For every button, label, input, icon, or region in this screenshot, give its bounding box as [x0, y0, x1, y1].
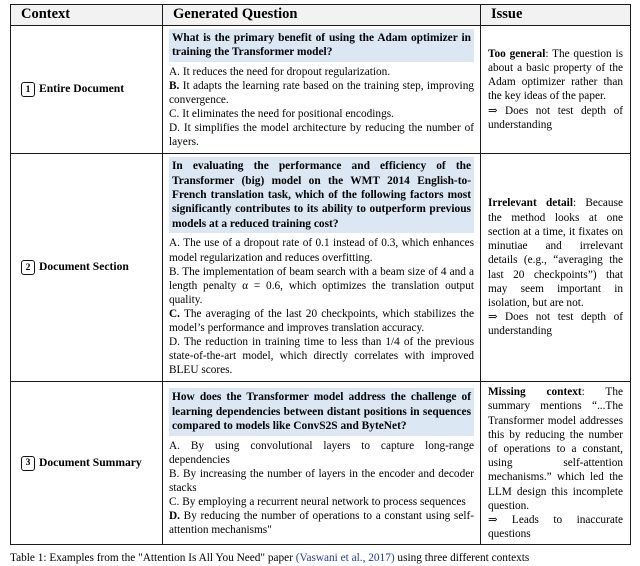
issue-body: Because the method looks at one section at a time, it fixates on minutiae and irrelevant details (e.g., “averaging the last 20 checkpoints”) that may seem important in isolation, but are not. — [488, 197, 623, 309]
column-header-issue: Issue — [481, 5, 631, 26]
caption-prefix: Table 1: Examples from the "Attention Is All You Need" paper — [10, 552, 296, 565]
table-caption — [10, 552, 630, 566]
option-label: B. — [169, 467, 180, 480]
answer-option — [169, 335, 474, 377]
option-text: It adapts the learning rate based on the training step, improving convergence. — [169, 79, 474, 106]
answer-option — [169, 307, 474, 335]
answer-option — [169, 65, 474, 79]
option-label: A. — [169, 237, 180, 250]
issue-title: Too general — [488, 47, 546, 60]
answer-option — [169, 509, 474, 537]
generated-question-cell — [163, 154, 481, 382]
option-text: It reduces the need for dropout regularization. — [182, 65, 391, 78]
option-text: By increasing the number of layers in the encoder and decoder stacks — [169, 467, 474, 494]
option-text: By reducing the number of operations to a constant using self-attention mechanisms" — [169, 510, 474, 537]
issue-body: The summary mentions “...The Transformer model addresses this by reducing the number of operations to a constant, using self-attention mechanisms.” which led the LLM design this incomplete question. — [488, 386, 623, 512]
context-cell — [11, 154, 163, 382]
option-label: A. — [169, 439, 180, 452]
issue-description — [488, 47, 623, 104]
issue-separator: : — [581, 386, 585, 399]
option-text: The use of a dropout rate of 0.1 instead of 0.3, which enhances model regularization and reduces overfitting. — [169, 237, 474, 264]
issue-conclusion: ⇒ Does not test depth of understanding — [488, 104, 623, 131]
row-number-badge: 2 — [21, 260, 35, 275]
issue-title: Irrelevant detail — [488, 197, 573, 210]
issue-description — [488, 196, 623, 310]
issue-body: The question is about a basic property of the Adam optimizer rather than the key ideas of the paper. — [488, 47, 623, 103]
issue-title: Missing context — [488, 386, 582, 399]
table-row — [11, 25, 631, 153]
table-row — [11, 382, 631, 545]
issue-separator: : — [572, 197, 577, 210]
answer-option — [169, 439, 474, 467]
issue-cell — [481, 382, 631, 545]
generated-question-cell — [163, 25, 481, 153]
question-stem: In evaluating the performance and efficiency of the Transformer (big) model on the WMT 2014 English-to-French translation task, which of the following factors most significantly contributes to its ability to outperform previous models at a reduced training cost? — [169, 157, 474, 233]
option-label: A. — [169, 65, 180, 78]
question-stem: What is the primary benefit of using the Adam optimizer in training the Transformer model? — [169, 29, 474, 62]
answer-option — [169, 467, 474, 495]
context-cell — [11, 25, 163, 153]
issue-cell — [481, 154, 631, 382]
answer-option — [169, 107, 474, 121]
answer-options — [169, 65, 474, 149]
issue-description — [488, 385, 623, 513]
option-label: D. — [169, 335, 180, 348]
column-header-context: Context — [11, 5, 163, 26]
question-stem: How does the Transformer model address the challenge of learning dependencies between distant positions in sequences compared to models like ConvS2S and ByteNet? — [169, 388, 474, 435]
option-label: C. — [169, 307, 180, 320]
table-header — [11, 5, 631, 26]
option-text: The implementation of beam search with a beam size of 4 and a length penalty α = 0.6, which optimizes the translation output quality. — [169, 265, 474, 306]
answer-option — [169, 236, 474, 264]
option-text: It eliminates the need for positional encodings. — [182, 107, 394, 120]
answer-options — [169, 439, 474, 537]
column-header-generated-question: Generated Question — [163, 5, 481, 26]
examples-table — [10, 4, 631, 545]
option-label: D. — [169, 121, 180, 134]
issue-conclusion: ⇒ Leads to inaccurate questions — [488, 514, 623, 541]
option-text: The reduction in training time to less than 1/4 of the previous state-of-the-art model, which directly correlates with improved BLEU scores. — [169, 335, 475, 376]
context-label: Entire Document — [39, 82, 125, 96]
caption-suffix: using three different contexts — [394, 552, 530, 565]
issue-separator: : — [545, 47, 549, 60]
row-number-badge: 3 — [21, 456, 35, 471]
option-text: The averaging of the last 20 checkpoints, which stabilizes the model’s performance and improves translation accuracy. — [169, 307, 474, 334]
row-number-badge: 1 — [21, 82, 35, 97]
table-body — [11, 25, 631, 545]
option-label: B. — [169, 265, 180, 278]
option-label: D. — [169, 510, 180, 523]
answer-options — [169, 236, 474, 377]
context-label: Document Section — [39, 260, 129, 274]
issue-cell — [481, 25, 631, 153]
table-header-row — [11, 5, 631, 26]
option-text: It simplifies the model architecture by reducing the number of layers. — [169, 121, 475, 148]
table-row — [11, 154, 631, 382]
context-label: Document Summary — [39, 456, 142, 470]
context-cell — [11, 382, 163, 545]
answer-option — [169, 121, 474, 149]
option-label: B. — [169, 79, 180, 92]
generated-question-cell — [163, 382, 481, 545]
option-text: By using convolutional layers to capture long-range dependencies — [169, 439, 474, 466]
option-text: By employing a recurrent neural network to process sequences — [182, 496, 466, 509]
issue-conclusion: ⇒ Does not test depth of understanding — [488, 311, 623, 338]
caption-citation-link[interactable]: (Vaswani et al., 2017) — [295, 552, 395, 565]
option-label: C. — [169, 496, 180, 509]
answer-option — [169, 79, 474, 107]
option-label: C. — [169, 107, 180, 120]
answer-option — [169, 265, 474, 307]
answer-option — [169, 495, 474, 509]
